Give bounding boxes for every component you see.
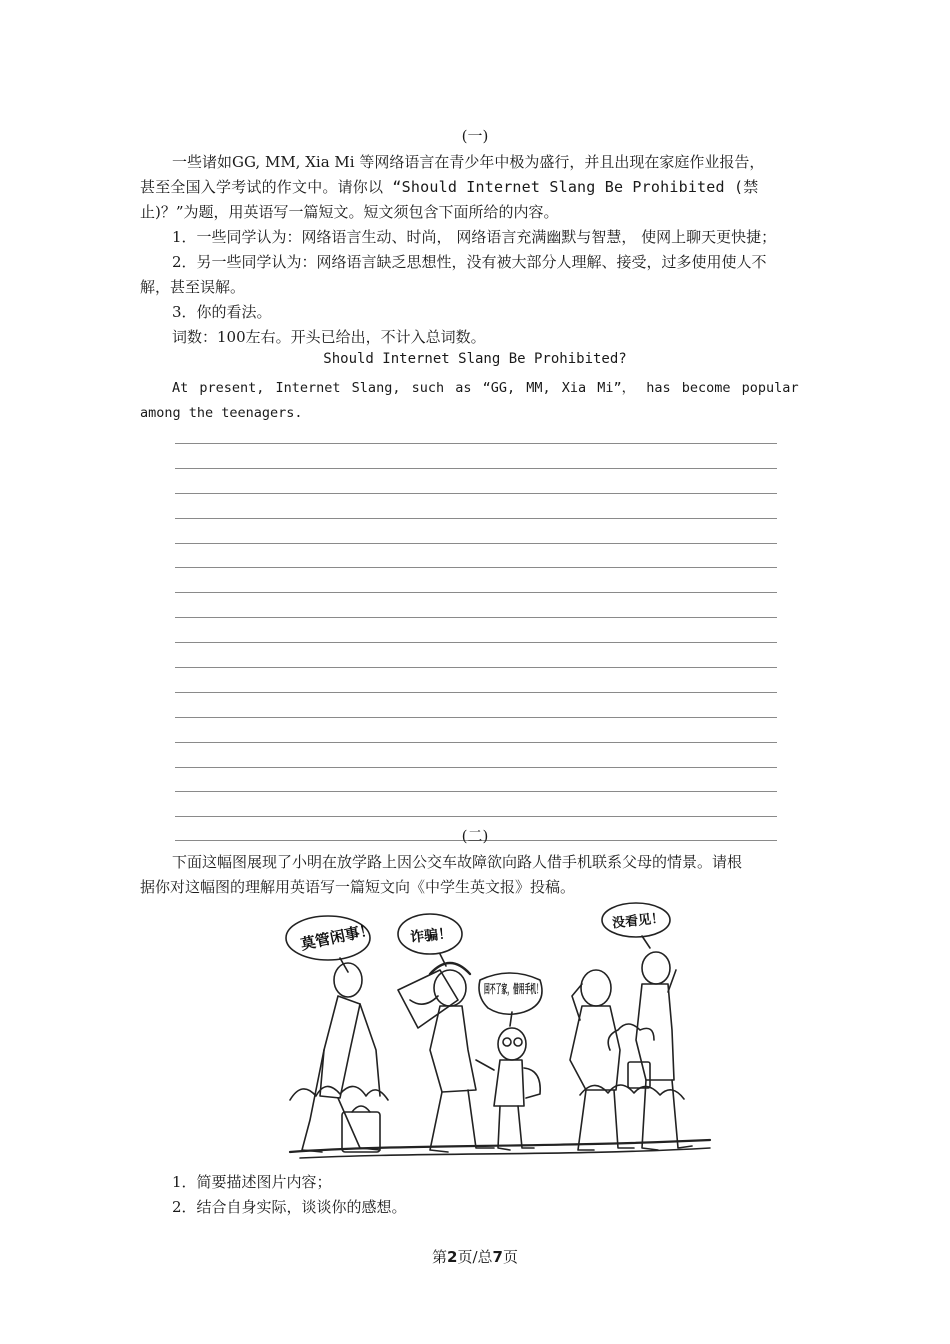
bubble-left-text: 莫管闲事！ [298, 920, 377, 954]
viewpoint-2-line-1: 2．另一些同学认为：网络语言缺乏思想性，没有被大部分人理解、接受，过多使用使人不 [172, 253, 767, 271]
bubble-middle-text: 诈骗！ [409, 925, 453, 947]
section-two-heading: (二) [461, 827, 489, 845]
writing-line[interactable] [175, 767, 777, 792]
cartoon-illustration [280, 900, 714, 1164]
viewpoint-1: 1．一些同学认为：网络语言生动、时尚， 网络语言充满幽默与智慧， 使网上聊天更快捷； [172, 228, 777, 246]
essay-title: Should Internet Slang Be Prohibited? [323, 351, 627, 367]
page-footer [0, 1246, 950, 1267]
writing-line[interactable] [175, 493, 777, 518]
bubble-boy-text: 回不了家，借用手机！ [484, 982, 605, 996]
footer-page-number: 2 [447, 1248, 458, 1266]
writing-line[interactable] [175, 518, 777, 543]
writing-line[interactable] [175, 543, 777, 568]
writing-line[interactable] [175, 692, 777, 717]
section-one-intro-line-3: 止)？”为题，用英语写一篇短文。短文须包含下面所给的内容。 [140, 203, 559, 221]
footer-prefix: 第 [432, 1248, 448, 1266]
footer-suffix: 页 [502, 1248, 518, 1266]
writing-line[interactable] [175, 617, 777, 642]
footer-total-pages: 7 [492, 1248, 503, 1266]
section-two-intro-line-2: 据你对这幅图的理解用英语写一篇短文向《中学生英文报》投稿。 [140, 878, 576, 896]
viewpoint-2-line-2: 解，甚至误解。 [140, 278, 246, 296]
writing-line[interactable] [175, 592, 777, 617]
writing-line[interactable] [175, 567, 777, 592]
requirement-1: 1．简要描述图片内容； [172, 1173, 332, 1191]
writing-lines[interactable] [175, 443, 777, 841]
word-count-note: 词数：100左右。开头已给出，不计入总词数。 [172, 328, 486, 346]
section-one-heading: (一) [461, 127, 489, 145]
writing-line[interactable] [175, 642, 777, 667]
section-two-intro-line-1: 下面这幅图展现了小明在放学路上因公交车故障欲向路人借手机联系父母的情景。请根 [172, 853, 743, 871]
writing-line[interactable] [175, 468, 777, 493]
requirement-2: 2．结合自身实际，谈谈你的感想。 [172, 1198, 407, 1216]
bubble-right-text: 没看见！ [611, 911, 665, 932]
writing-line[interactable] [175, 667, 777, 692]
writing-line[interactable] [175, 791, 777, 816]
writing-line[interactable] [175, 717, 777, 742]
writing-line[interactable] [175, 443, 777, 468]
section-one-intro-line-1: 一些诸如GG, MM, Xia Mi 等网络语言在青少年中极为盛行，并且出现在家庭作业报告， [172, 153, 765, 171]
section-one-intro-line-2: 甚至全国入学考试的作文中。请你以 “Should Internet Slang Be Prohibited (禁 [140, 178, 759, 196]
essay-opening-line-2: among the teenagers. [140, 405, 303, 421]
writing-line[interactable] [175, 742, 777, 767]
footer-middle: 页/总 [457, 1248, 493, 1266]
essay-opening-line-1: At present, Internet Slang, such as “GG, MM, Xia Mi”， has become popular [172, 380, 799, 396]
viewpoint-3: 3．你的看法。 [172, 303, 272, 321]
